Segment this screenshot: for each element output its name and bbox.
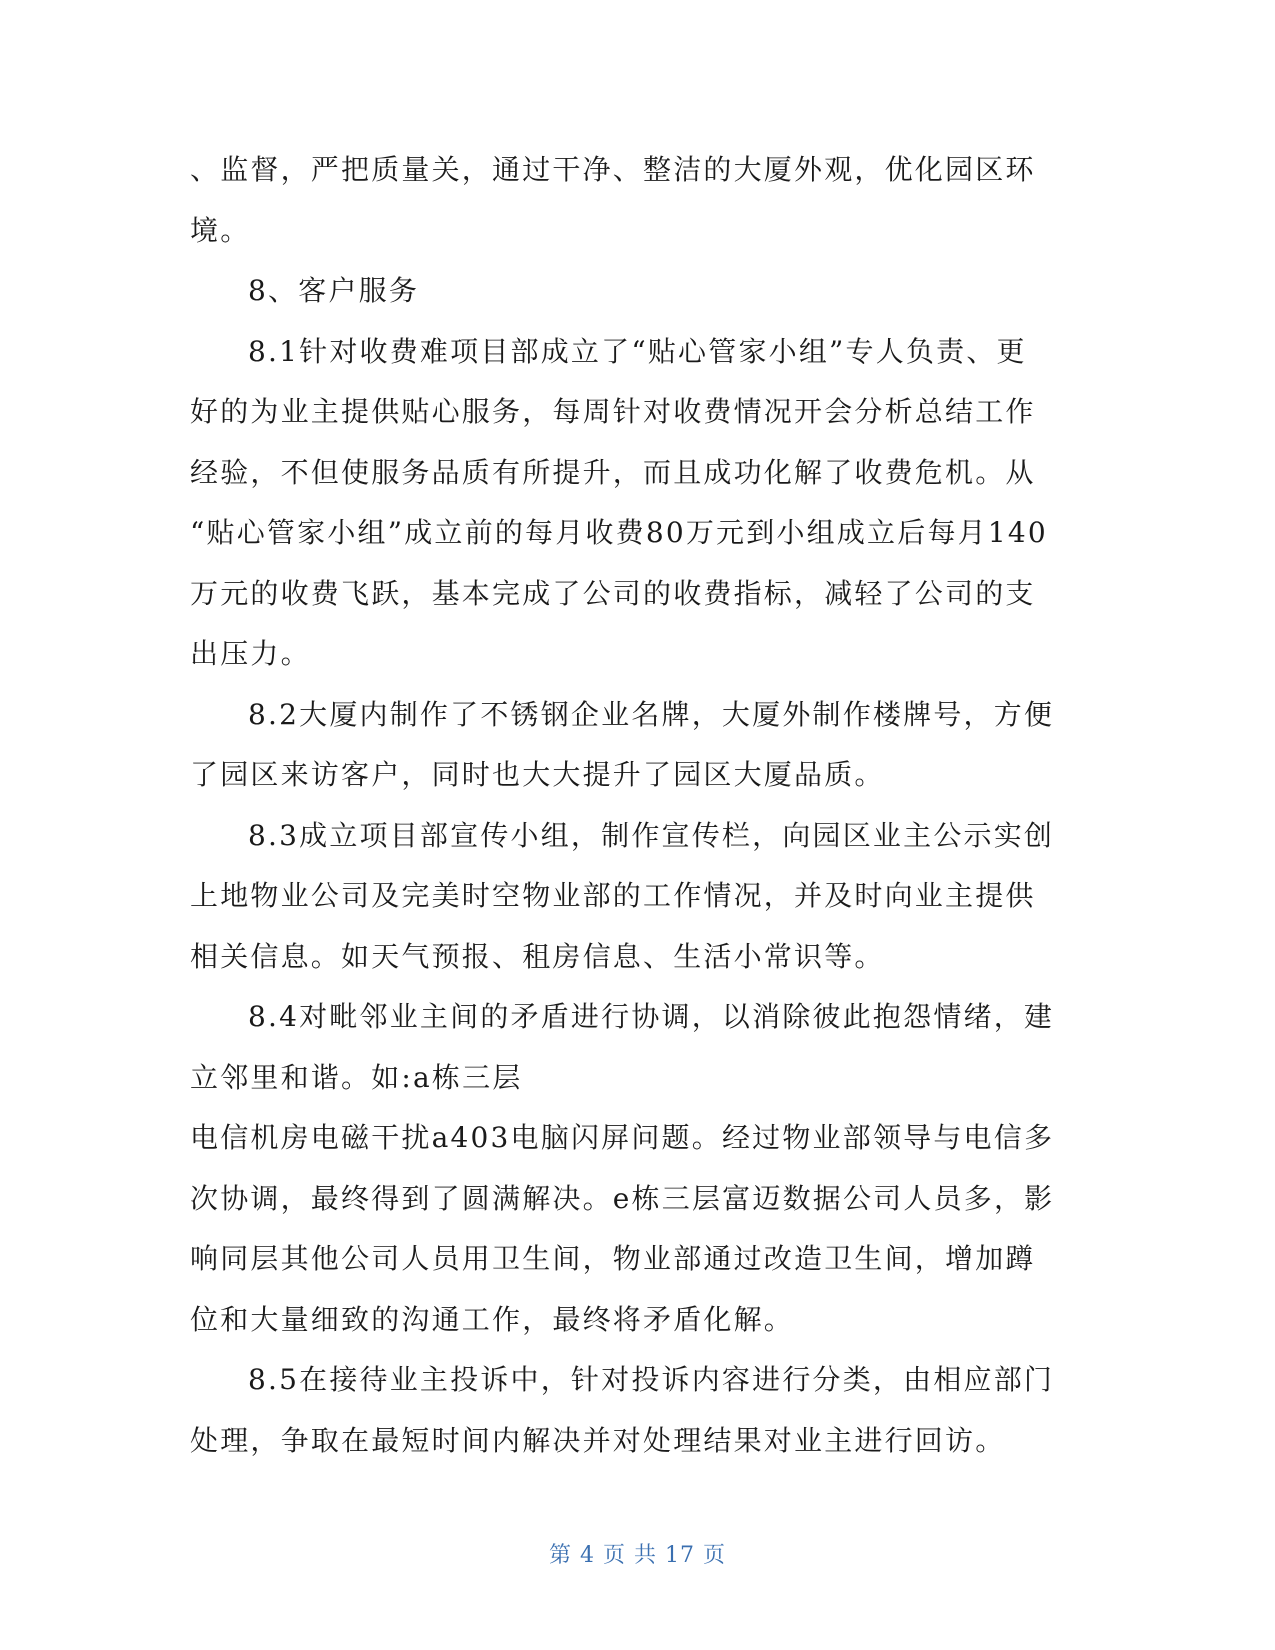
page-number-footer: 第 4 页 共 17 页: [549, 1543, 726, 1568]
text-line: 立邻里和谐。如:a栋三层: [190, 1060, 523, 1094]
text-line: 境。: [190, 213, 251, 247]
text-line: 8.5在接待业主投诉中，针对投诉内容进行分类，由相应部门: [248, 1363, 1055, 1396]
text-line: 万元的收费飞跃，基本完成了公司的收费指标，减轻了公司的支: [190, 576, 1036, 610]
text-line: 位和大量细致的沟通工作，最终将矛盾化解。: [190, 1302, 795, 1336]
text-line: 电信机房电磁干扰a403电脑闪屏问题。经过物业部领导与电信多: [190, 1121, 1055, 1154]
text-line: 处理，争取在最短时间内解决并对处理结果对业主进行回访。: [190, 1423, 1006, 1457]
text-line: “贴心管家小组”成立前的每月收费80万元到小组成立后每月140: [190, 516, 1048, 549]
text-line: 8.2大厦内制作了不锈钢企业名牌，大厦外制作楼牌号，方便: [248, 697, 1055, 731]
text-line: 上地物业公司及完美时空物业部的工作情况，并及时向业主提供: [190, 879, 1036, 912]
text-line: 相关信息。如天气预报、租房信息、生活小常识等。: [190, 939, 885, 973]
text-line: 8.4对毗邻业主间的矛盾进行协调，以消除彼此抱怨情绪，建: [248, 1000, 1055, 1033]
text-line: 8.3成立项目部宣传小组，制作宣传栏，向园区业主公示实创: [248, 818, 1055, 852]
text-line: 8.1针对收费难项目部成立了“贴心管家小组”专人负责、更: [248, 334, 1027, 368]
body-text: [190, 140, 1082, 1471]
text-line: 经验，不但使服务品质有所提升，而且成功化解了收费危机。从: [190, 455, 1036, 489]
section-heading: 8、客户服务: [248, 274, 420, 307]
text-line: 了园区来访客户，同时也大大提升了园区大厦品质。: [190, 758, 885, 791]
text-line: 好的为业主提供贴心服务，每周针对收费情况开会分析总结工作: [190, 395, 1036, 428]
text-line: 次协调，最终得到了圆满解决。e栋三层富迈数据公司人员多，影: [190, 1181, 1055, 1215]
text-line: 响同层其他公司人员用卫生间，物业部通过改造卫生间，增加蹲: [190, 1242, 1036, 1275]
text-line: 出压力。: [190, 637, 311, 670]
text-line: 、监督，严把质量关，通过干净、整洁的大厦外观，优化园区环: [190, 153, 1036, 186]
